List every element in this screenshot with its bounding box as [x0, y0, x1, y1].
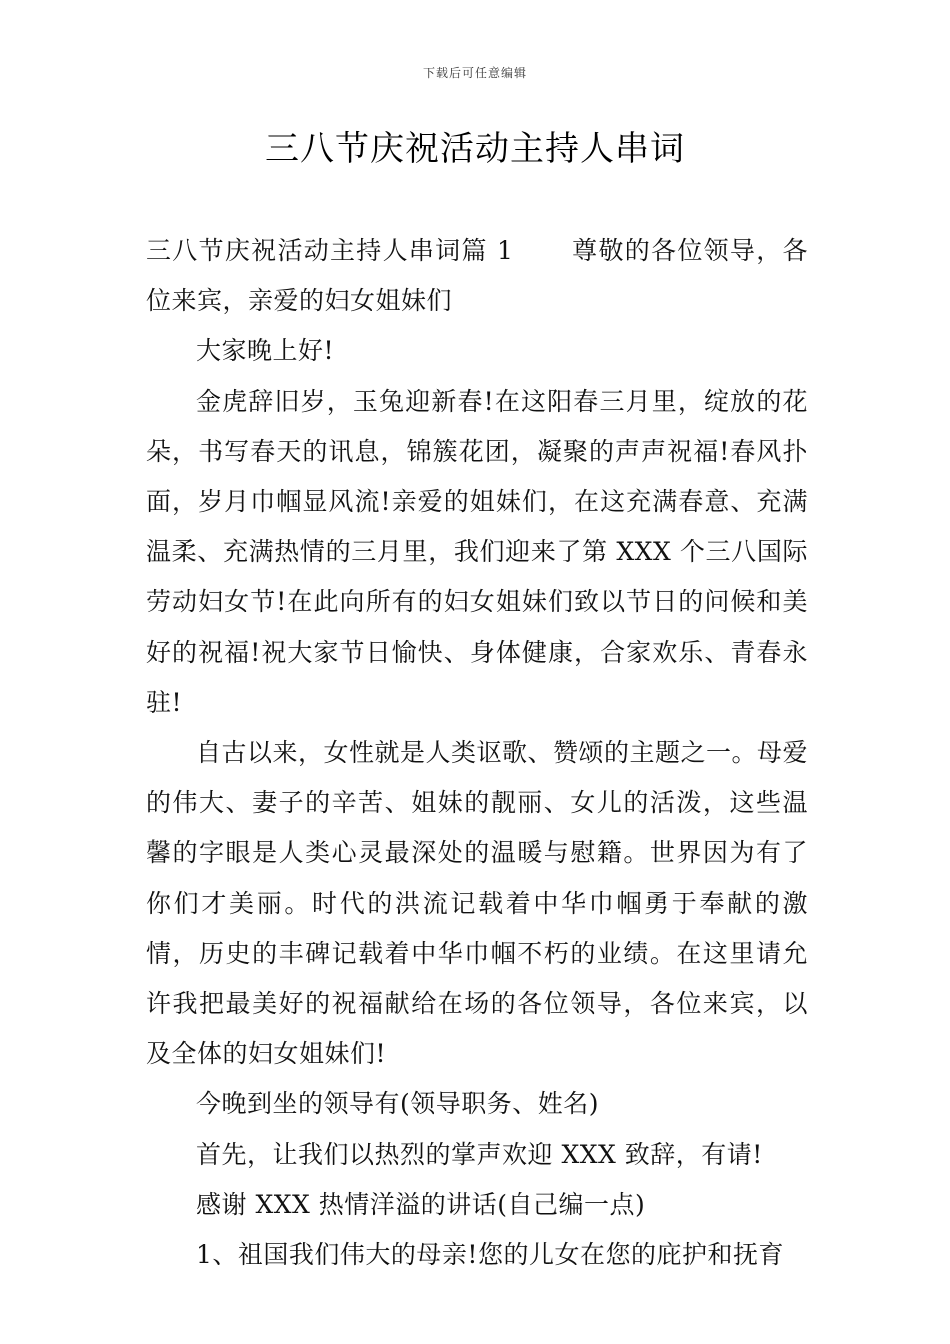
document-body: [146, 226, 808, 1280]
paragraph-greeting: 大家晚上好!: [196, 336, 335, 366]
paragraph-welcome: 金虎辞旧岁，玉兔迎新春!在这阳春三月里，绽放的花朵，书写春天的讯息，锦簇花团，凝聚的声声祝福!春风扑面，岁月巾帼显风流!亲爱的姐妹们，在这充满春意、充满温柔、充满热情的三月里，我们迎来了第 XXX 个三八国际劳动妇女节!在此向所有的妇女姐妹们致以节日的问候和美好的祝福!祝大家节日愉快、身体健康，合家欢乐、青春永驻!: [146, 386, 808, 717]
header-note: 下载后可任意编辑: [422, 66, 527, 80]
opening-address: 尊敬的各位领导，各位来宾，亲爱的妇女姐妹们: [146, 236, 808, 316]
paragraph-tribute: 自古以来，女性就是人类讴歌、赞颂的主题之一。母爱的伟大、妻子的辛苦、姐妹的靓丽、女儿的活泼，这些温馨的字眼是人类心灵最深处的温暖与慰籍。世界因为有了你们才美丽。时代的洪流记载着中华巾帼勇于奉献的激情，历史的丰碑记载着中华巾帼不朽的业绩。在这里请允许我把最美好的祝福献给在场的各位领导，各位来宾，以及全体的妇女姐妹们!: [146, 738, 809, 1069]
paragraph-thanks: 感谢 XXX 热情洋溢的讲话(自己编一点): [196, 1189, 646, 1219]
section-heading: 三八节庆祝活动主持人串词篇 1: [146, 236, 514, 265]
paragraph-leaders: 今晚到坐的领导有(领导职务、姓名): [196, 1089, 600, 1119]
paragraph-item-1: 1、祖国我们伟大的母亲!您的儿女在您的庇护和抚育: [196, 1240, 784, 1270]
opening-paragraph: [146, 226, 808, 326]
paragraph-invite-speech: 首先，让我们以热烈的掌声欢迎 XXX 致辞，有请!: [196, 1139, 763, 1169]
document-title: 三八节庆祝活动主持人串词: [265, 129, 685, 169]
